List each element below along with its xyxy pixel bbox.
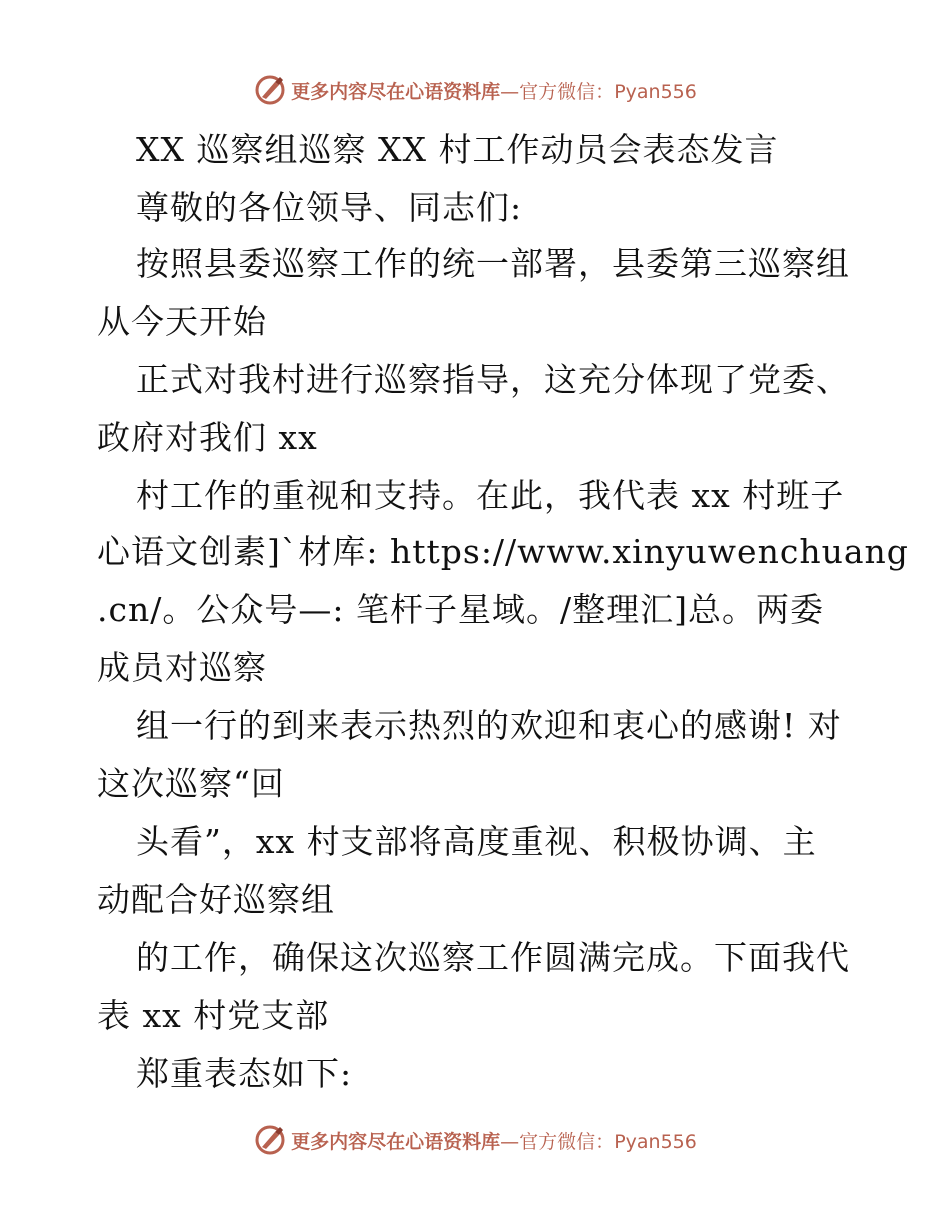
footer-watermark-banner: [0, 1120, 950, 1160]
watermark-text: 更多内容尽在心语资料库—官方微信：Pyan556: [291, 1130, 697, 1153]
paragraph-line: 组一行的到来表示热烈的欢迎和衷心的感谢! 对: [136, 706, 842, 745]
paragraph-line: 按照县委巡察工作的统一部署，县委第三巡察组: [136, 244, 850, 283]
watermark-text: 更多内容尽在心语资料库—官方微信：Pyan556: [291, 80, 697, 103]
paragraph-line: 正式对我村进行巡察指导，这充分体现了党委、: [136, 360, 850, 399]
paragraph-line: 成员对巡察: [97, 648, 267, 687]
paragraph-line: 动配合好巡察组: [97, 880, 335, 919]
paragraph-line: 表 xx 村党支部: [97, 996, 330, 1035]
paragraph-line: 从今天开始: [97, 302, 267, 341]
document-title: XX 巡察组巡察 XX 村工作动员会表态发言: [136, 130, 779, 169]
paragraph-line: 郑重表态如下:: [136, 1054, 353, 1093]
brush-circle-logo-icon: [253, 1123, 287, 1157]
paragraph-line: 这次巡察“回: [97, 764, 285, 803]
salutation: 尊敬的各位领导、同志们:: [136, 188, 523, 227]
brush-circle-logo-icon: [253, 73, 287, 107]
paragraph-line: 的工作，确保这次巡察工作圆满完成。下面我代: [136, 938, 850, 977]
paragraph-line: 心语文创素]`材库: https://www.xinyuwenchuang: [97, 532, 909, 571]
paragraph-line: 村工作的重视和支持。在此，我代表 xx 村班子: [136, 476, 845, 515]
paragraph-line: 政府对我们 xx: [97, 418, 318, 457]
paragraph-line: .cn/。公众号—: 笔杆子星域。/整理汇]总。两委: [97, 590, 824, 629]
header-watermark-banner: [0, 70, 950, 110]
paragraph-line: 头看”，xx 村支部将高度重视、积极协调、主: [136, 822, 817, 861]
